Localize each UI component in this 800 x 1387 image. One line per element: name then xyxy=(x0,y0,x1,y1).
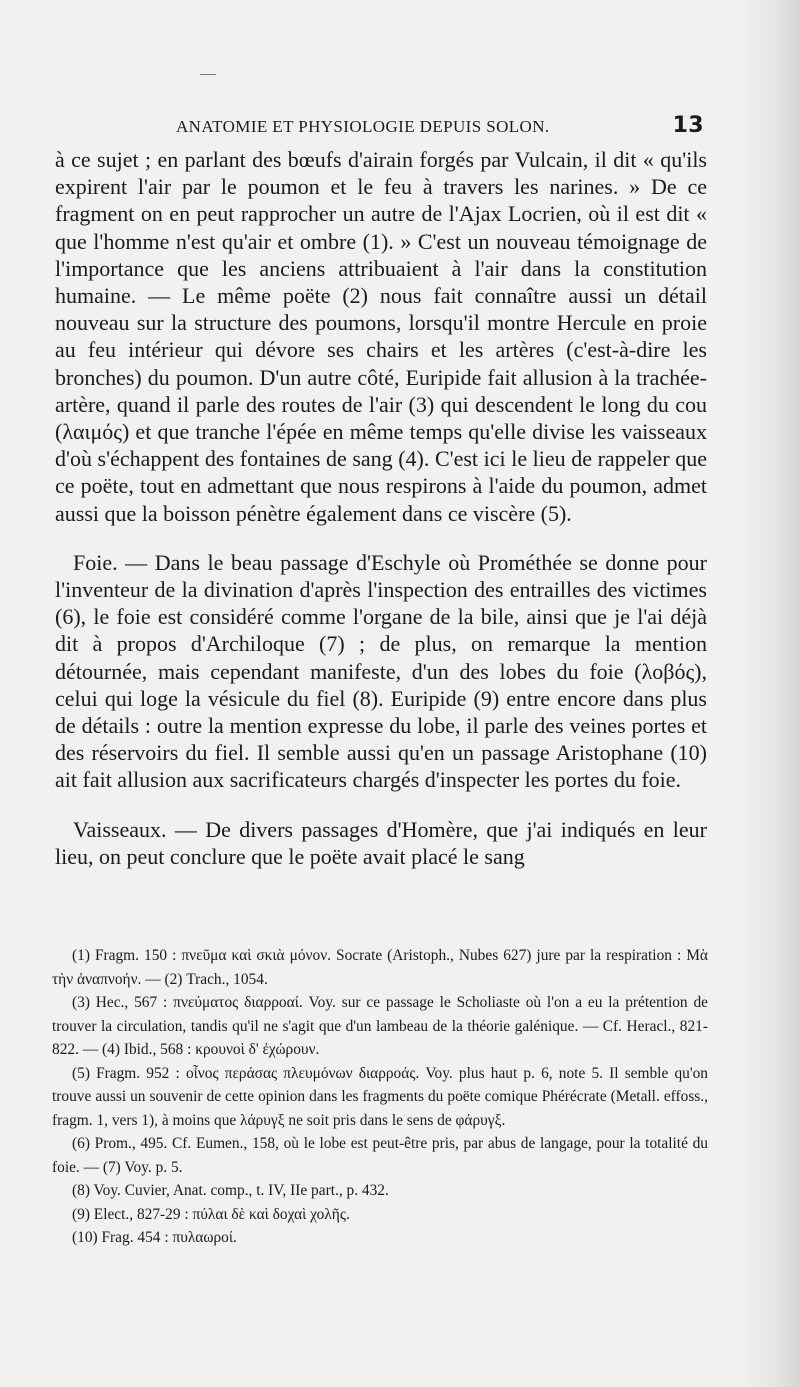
paragraph-respiration: à ce sujet ; en parlant des bœufs d'airain forgés par Vulcain, il dit « qu'ils expirent l'air par le poumon et le feu à travers les narines. » De ce fragment on en peut rapprocher un autre de l'Ajax Locrien, où il est dit « que l'homme n'est qu'air et ombre (1). » C'est un nouveau témoignage de l'importance que les anciens attribuaient à l'air dans la constitution humaine. — Le même poëte (2) nous fait connaître aussi un détail nouveau sur la structure des poumons, lorsqu'il montre Hercule en proie au feu intérieur qui dévore ses chairs et les artères (c'est-à-dire les bronches) du poumon. D'un autre côté, Euripide fait allusion à la trachée-artère, quand il parle des routes de l'air (3) qui descendent le long du cou (λαιμός) et que tranche l'épée en même temps qu'elle divise les vaisseaux d'où s'échappent des fontaines de sang (4). C'est ici le lieu de rappeler que ce poëte, tout en admettant que nous respirons à l'aide du poumon, admet aussi que la boisson pénètre également dans ce viscère (5). xyxy=(55,147,707,526)
footnote-8: (8) Voy. Cuvier, Anat. comp., t. IV, IIe part., p. 432. xyxy=(72,1182,389,1199)
page-number: 13 xyxy=(672,113,704,138)
footnotes xyxy=(52,944,708,1250)
printer-mark xyxy=(200,74,216,75)
footnote-5: (5) Fragm. 952 : οἶνος περάσας πλευμόνων διαρροάς. Voy. plus haut p. 6, note 5. Il semble qu'on trouve aussi un souvenir de cette opinion dans les fragments du poëte comique Phérécrate (Metall. effoss., fragm. 1, vers 1), à moins que λάρυγξ ne soit pris dans le sens de φάρυγξ. xyxy=(52,1064,708,1129)
paragraph-vaisseaux: Vaisseaux. — De divers passages d'Homère, que j'ai indiqués en leur lieu, on peut conclure que le poëte avait placé le sang xyxy=(55,816,707,869)
footnote-9: (9) Elect., 827-29 : πύλαι δὲ καὶ δοχαὶ χολῆς. xyxy=(72,1205,350,1223)
footnote-3-4: (3) Hec., 567 : πνεύματος διαρροαί. Voy. sur ce passage le Scholiaste où l'on a eu la prétention de trouver la circulation, tandis qu'il ne s'agit que d'un lambeau de la théorie galénique. — Cf. Heracl., 821-822. — (4) Ibid., 568 : κρουνοὶ δ' ἐχώρουν. xyxy=(52,994,708,1058)
page-edge-shadow xyxy=(740,0,800,1387)
footnote-10: (10) Frag. 454 : πυλαωροί. xyxy=(72,1229,237,1246)
main-text xyxy=(55,146,707,870)
footnote-1-2: (1) Fragm. 150 : πνεῦμα καὶ σκιὰ μόνον. Socrate (Aristoph., Nubes 627) jure par la respiration : Μὰ τὴν ἀναπνοήν. — (2) Trach., 1054. xyxy=(52,947,708,988)
running-title: ANATOMIE ET PHYSIOLOGIE DEPUIS SOLON. xyxy=(176,117,550,136)
paragraph-foie: Foie. — Dans le beau passage d'Eschyle où Prométhée se donne pour l'inventeur de la divination d'après l'inspection des entrailles des victimes (6), le foie est considéré comme l'organe de la bile, ainsi que je l'ai déjà dit à propos d'Archiloque (7) ; de plus, on remarque la mention détournée, mais cependant manifeste, d'un des lobes du foie (λοβός), celui qui loge la vésicule du fiel (8). Euripide (9) entre encore dans plus de détails : outre la mention expresse du lobe, il parle des veines portes et des réservoirs du fiel. Il semble aussi qu'en un passage Aristophane (10) ait fait allusion aux sacrificateurs chargés d'inspecter les portes du foie. xyxy=(55,549,707,793)
footnote-6-7: (6) Prom., 495. Cf. Eumen., 158, où le lobe est peut-être pris, par abus de langage, pour la totalité du foie. — (7) Voy. p. 5. xyxy=(52,1135,708,1176)
